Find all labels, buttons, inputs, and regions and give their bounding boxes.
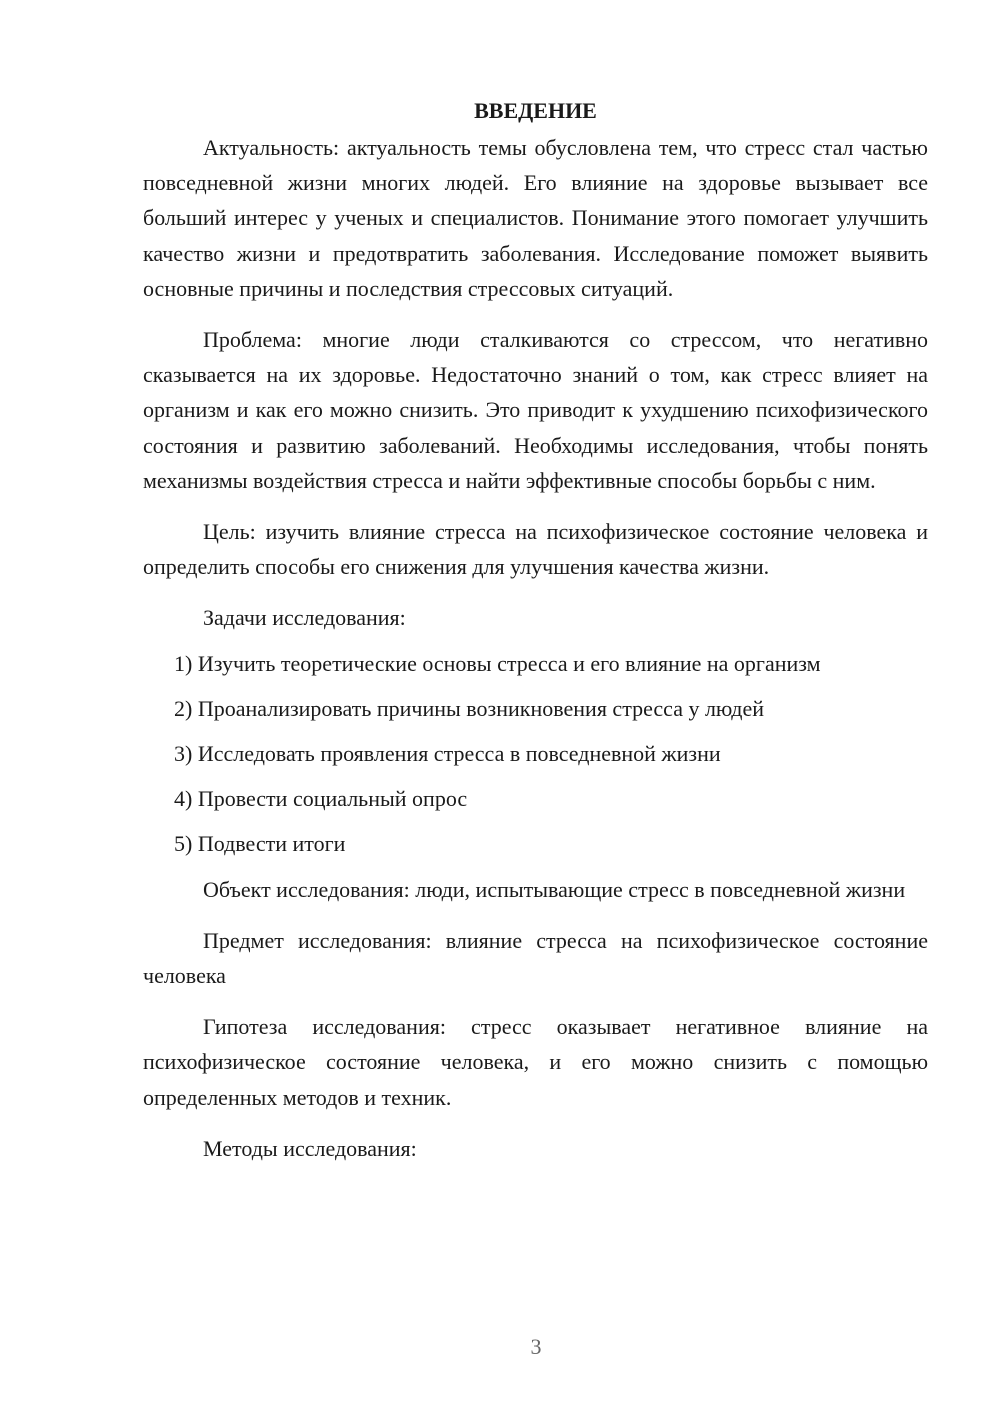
methods-heading: Методы исследования: [203,1135,417,1161]
document-page [143,96,928,1182]
relevance-paragraph: Актуальность: актуальность темы обусловлена тем, что стресс стал частью повседневной жизни многих людей. Его влияние на здоровье вызывает все больший интерес у ученых и специалистов. Понимание этого помогает улучшить качество жизни и предотвратить заболевания. Исследование поможет выявить основные причины и последствия стрессовых ситуаций. [143,135,928,301]
object-paragraph: Объект исследования: люди, испытывающие стресс в повседневной жизни [203,876,906,902]
section-title: ВВЕДЕНИЕ [474,98,597,123]
task-item: 1) Изучить теоретические основы стресса и его влияние на организм [174,650,821,676]
goal-paragraph: Цель: изучить влияние стресса на психофизическое состояние человека и определить способы его снижения для улучшения качества жизни. [143,519,928,580]
task-item: 4) Провести социальный опрос [174,786,468,812]
subject-paragraph: Предмет исследования: влияние стресса на психофизическое состояние человека [143,927,928,989]
problem-paragraph: Проблема: многие люди сталкиваются со стрессом, что негативно сказывается на их здоровье. Недостаточно знаний о том, как стресс влияет на организм и как его можно снизить. Это приводит к ухудшению психофизического состояния и развитию заболеваний. Необходимы исследования, чтобы понять механизмы воздействия стресса и найти эффективные способы борьбы с ним. [143,327,928,493]
task-item: 5) Подвести итоги [174,831,346,857]
task-list [143,646,928,862]
task-item: 3) Исследовать проявления стресса в повседневной жизни [174,741,721,767]
hypothesis-paragraph: Гипотеза исследования: стресс оказывает негативное влияние на психофизическое состояние человека, и его можно снизить с помощью определенных методов и техник. [143,1014,928,1110]
task-item: 2) Проанализировать причины возникновения стресса у людей [174,695,764,721]
tasks-heading: Задачи исследования: [203,605,406,631]
page-number: 3 [530,1334,542,1359]
